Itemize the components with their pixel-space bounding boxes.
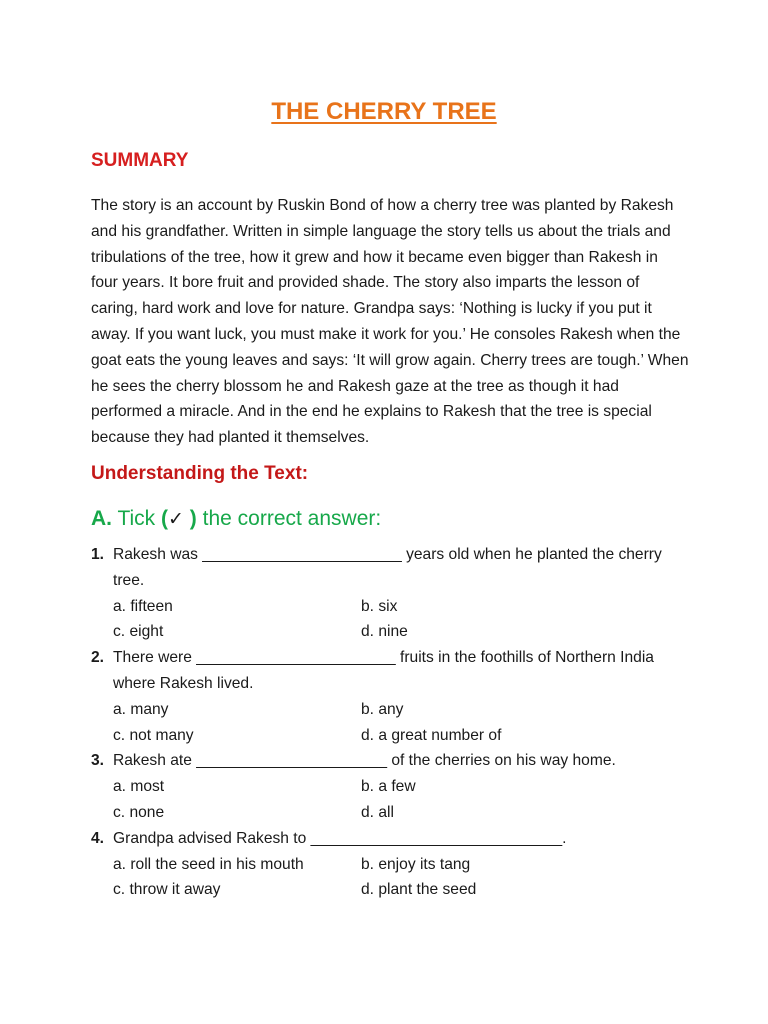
option-b[interactable]: b. enjoy its tang	[361, 855, 471, 873]
option-d[interactable]: d. nine	[361, 623, 408, 641]
section-a-label: A.	[91, 507, 112, 530]
checkmark-icon: ✓	[168, 508, 184, 530]
option-b[interactable]: b. any	[361, 700, 404, 718]
question-text: Grandpa advised Rakesh to _____________________________.	[113, 829, 567, 847]
answer-options	[113, 774, 691, 826]
question-3	[91, 748, 691, 825]
option-a[interactable]: a. fifteen	[113, 597, 173, 615]
option-d[interactable]: d. all	[361, 803, 394, 821]
option-c[interactable]: c. eight	[113, 623, 164, 641]
paren-close: )	[189, 507, 197, 530]
option-c[interactable]: c. none	[113, 803, 165, 821]
question-2	[91, 645, 691, 748]
question-list	[91, 542, 691, 903]
question-number: 3.	[91, 752, 105, 770]
summary-paragraph: The story is an account by Ruskin Bond of how a cherry tree was planted by Rakesh and his grandfather. Written in simple language the story tells us about the trials and tribulations of the tree, how it grew and how it became even bigger than Rakesh in four years. It bore fruit and provided shade. The story also imparts the lesson of caring, hard work and love for nature. Grandpa says: ‘Nothing is lucky if you put it away. If you want luck, you must make it work for you.’ He consoles Rakesh when the goat eats the young leaves and says: ‘It will grow again. Cherry trees are tough.’ When he sees the cherry blossom he and Rakesh gaze at the tree as though it had performed a miracle. And in the end he explains to Rakesh that the tree is special because they had planted it themselves.	[91, 197, 689, 447]
answer-options	[113, 697, 691, 749]
question-number: 2.	[91, 649, 105, 667]
answer-options	[113, 852, 691, 904]
option-c[interactable]: c. throw it away	[113, 881, 221, 899]
option-b[interactable]: b. a few	[361, 778, 416, 796]
question-1	[91, 542, 691, 645]
question-text: Rakesh ate ______________________ of the cherries on his way home.	[113, 752, 616, 770]
option-a[interactable]: a. roll the seed in his mouth	[113, 855, 304, 873]
option-a[interactable]: a. many	[113, 700, 169, 718]
question-4	[91, 826, 691, 903]
option-b[interactable]: b. six	[361, 597, 398, 615]
paren-open: (	[161, 507, 169, 530]
section-a-tick-word: Tick	[117, 507, 156, 530]
section-a-heading	[91, 507, 381, 531]
section-a-instruction: the correct answer:	[202, 507, 382, 530]
question-text: There were _______________________ fruits in the foothills of Northern India where Rakesh lived.	[113, 649, 654, 692]
option-a[interactable]: a. most	[113, 778, 165, 796]
page-title: THE CHERRY TREE	[271, 98, 497, 125]
option-d[interactable]: d. plant the seed	[361, 881, 477, 899]
question-number: 1.	[91, 546, 105, 563]
answer-options	[113, 594, 691, 646]
question-text: Rakesh was _______________________ years old when he planted the cherry tree.	[113, 546, 662, 589]
summary-heading: SUMMARY	[91, 150, 189, 171]
option-c[interactable]: c. not many	[113, 726, 194, 744]
option-d[interactable]: d. a great number of	[361, 726, 502, 744]
understanding-heading: Understanding the Text:	[91, 463, 309, 484]
question-number: 4.	[91, 829, 105, 847]
